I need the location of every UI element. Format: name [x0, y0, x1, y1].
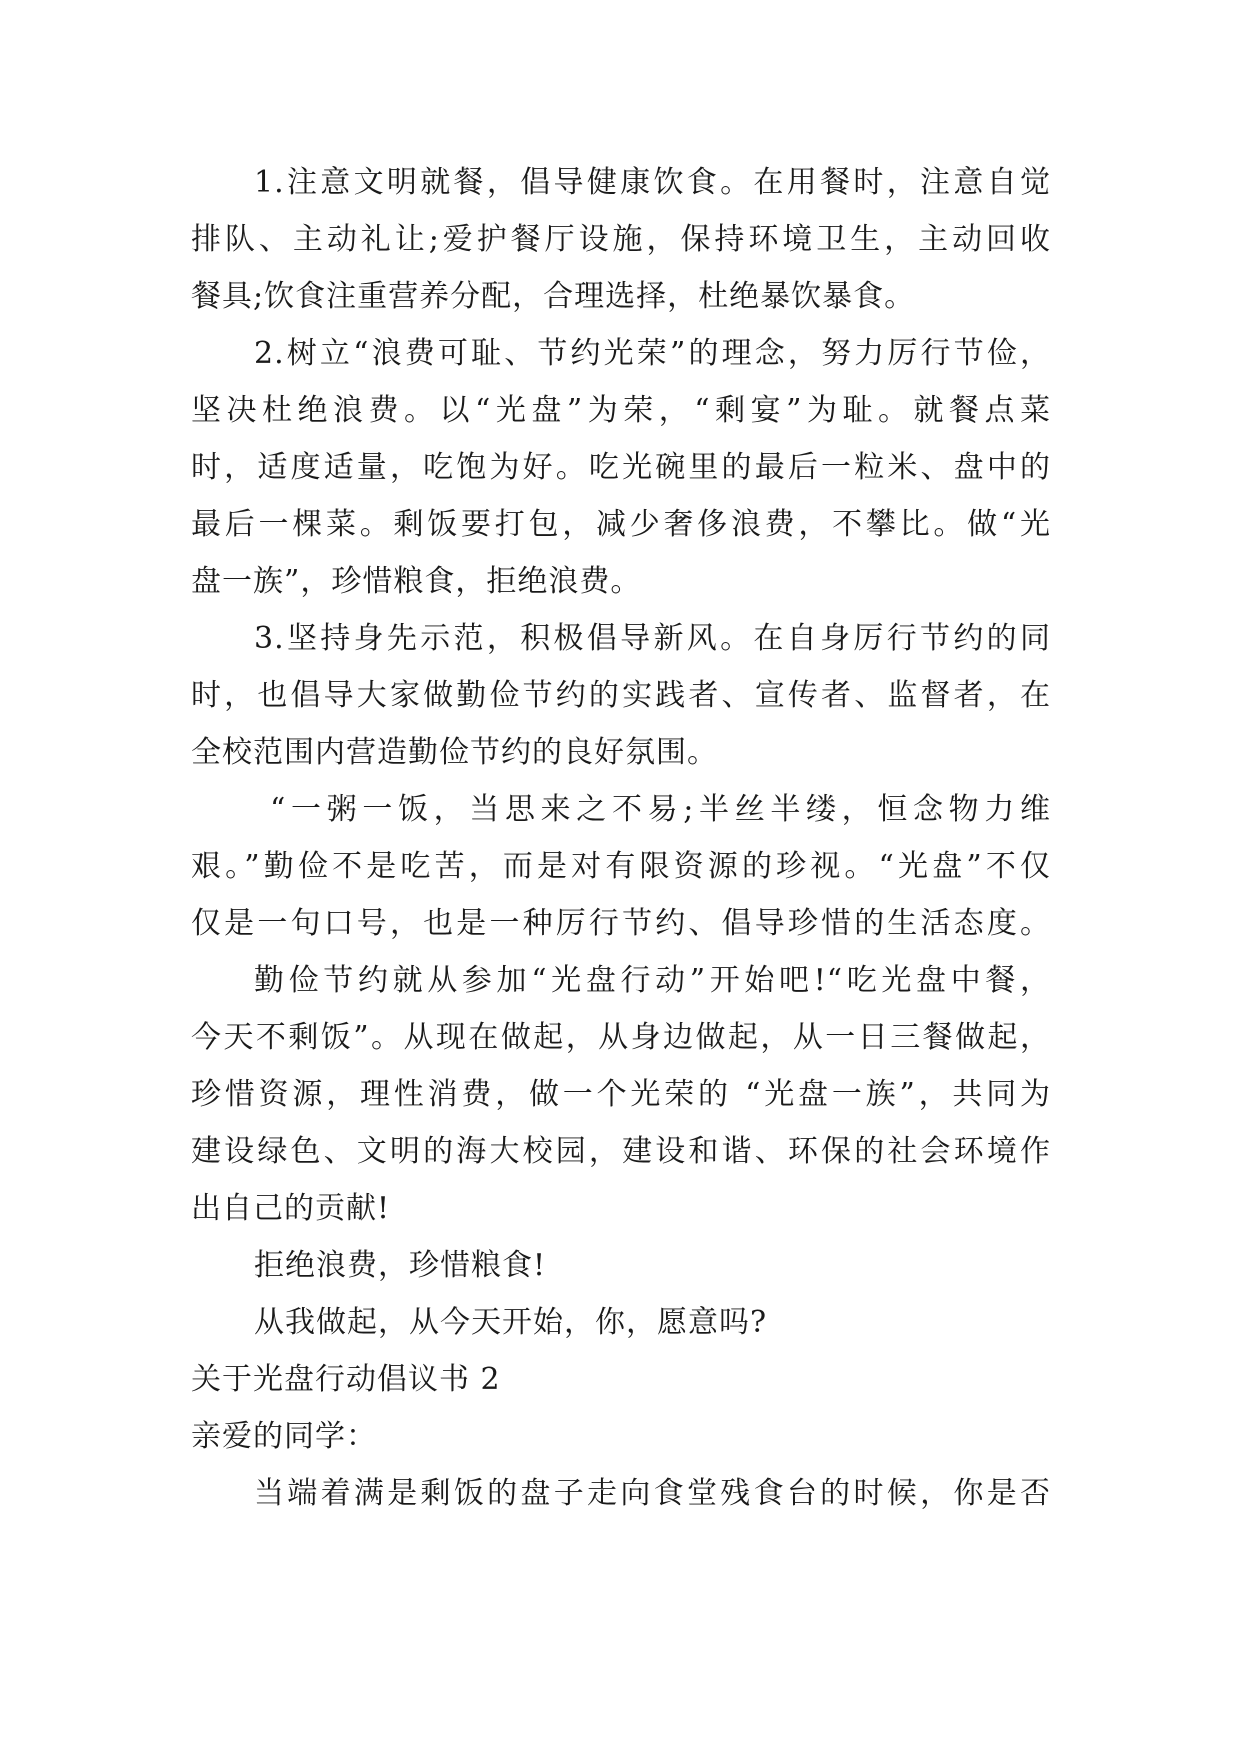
paragraph-3-line-3: 全校范围内营造勤俭节约的良好氛围。: [191, 735, 718, 770]
paragraph-1-line-3: 餐具;饮食注重营养分配，合理选择，杜绝暴饮暴食。: [191, 279, 916, 314]
paragraph-1-line-1: 1.注意文明就餐，倡导健康饮食。在用餐时，注意自觉: [254, 165, 1051, 200]
paragraph-1-line-2: 排队、主动礼让;爱护餐厅设施，保持环境卫生，主动回收: [191, 222, 1051, 257]
paragraph-2-line-4: 最后一棵菜。剩饭要打包，减少奢侈浪费，不攀比。做“光: [191, 507, 1051, 542]
paragraph-3-line-2: 时，也倡导大家做勤俭节约的实践者、宣传者、监督者，在: [191, 678, 1051, 713]
section-title: 关于光盘行动倡议书 2: [191, 1362, 501, 1397]
salutation: 亲爱的同学：: [191, 1419, 377, 1454]
paragraph-2-line-1: 2.树立“浪费可耻、节约光荣”的理念，努力厉行节俭，: [254, 336, 1051, 371]
paragraph-5-line-5: 出自己的贡献!: [191, 1191, 391, 1226]
paragraph-2-line-5: 盘一族”，珍惜粮食，拒绝浪费。: [191, 564, 642, 599]
quote-paragraph-line-2: 艰。”勤俭不是吃苦，而是对有限资源的珍视。“光盘”不仅: [191, 849, 1051, 884]
paragraph-2-line-3: 时，适度适量，吃饱为好。吃光碗里的最后一粒米、盘中的: [191, 450, 1051, 485]
paragraph-5-line-1: 勤俭节约就从参加“光盘行动”开始吧!“吃光盘中餐，: [254, 963, 1051, 998]
quote-paragraph-line-3: 仅是一句口号，也是一种厉行节约、倡导珍惜的生活态度。: [191, 906, 1051, 941]
paragraph-5-line-4: 建设绿色、文明的海大校园，建设和谐、环保的社会环境作: [191, 1134, 1051, 1169]
slogan-line-2: 从我做起，从今天开始，你，愿意吗?: [254, 1305, 768, 1340]
paragraph-2-line-2: 坚决杜绝浪费。以“光盘”为荣，“剩宴”为耻。就餐点菜: [191, 393, 1051, 428]
quote-paragraph-line-1: “一粥一饭，当思来之不易;半丝半缕，恒念物力维: [270, 792, 1051, 827]
paragraph-5-line-3: 珍惜资源，理性消费，做一个光荣的 “光盘一族”，共同为: [191, 1077, 1051, 1112]
paragraph-3-line-1: 3.坚持身先示范，积极倡导新风。在自身厉行节约的同: [254, 621, 1051, 656]
paragraph-final-line-1: 当端着满是剩饭的盘子走向食堂残食台的时候，你是否: [254, 1476, 1051, 1511]
slogan-line-1: 拒绝浪费，珍惜粮食!: [254, 1248, 547, 1283]
paragraph-5-line-2: 今天不剩饭”。从现在做起，从身边做起，从一日三餐做起，: [191, 1020, 1051, 1055]
